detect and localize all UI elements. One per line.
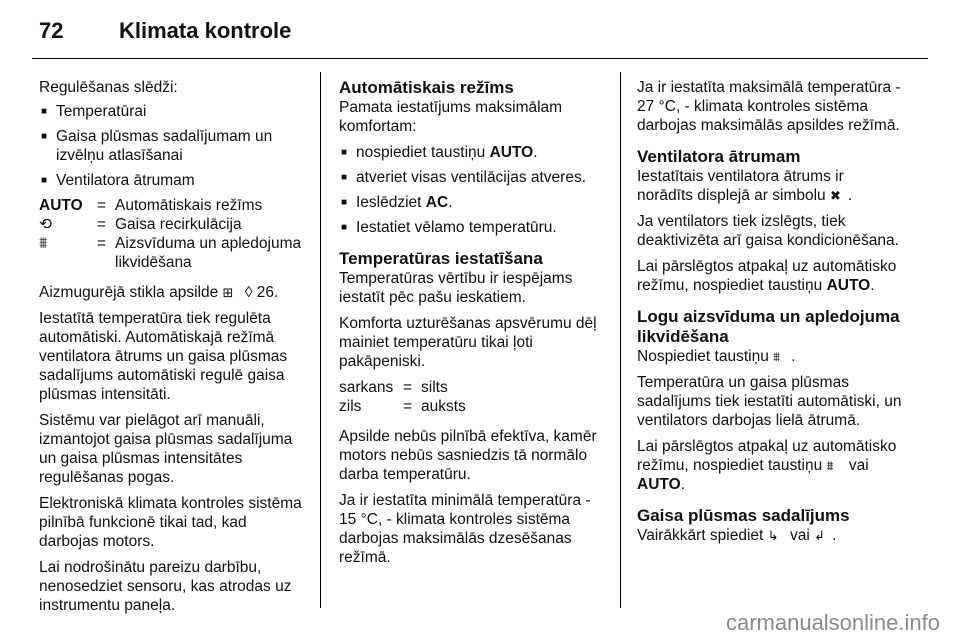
fan-icon: ✖ xyxy=(830,188,841,203)
paragraph: Komforta uzturēšanas apsvērumu dēļ mainiet temperatūru tikai ļoti pakāpeniski. xyxy=(339,315,597,370)
defrost-icon: ⩩ xyxy=(826,458,834,473)
section-heading: Automātiskais režīms xyxy=(339,78,514,97)
column-1 xyxy=(39,78,309,622)
text: Nospiediet taustiņu xyxy=(637,348,774,365)
air-distribution-icon: ↳ xyxy=(767,528,779,543)
recirculation-icon: ⟲ xyxy=(39,216,52,233)
equals-sign: = xyxy=(97,216,107,233)
page-reference: ◊ 26. xyxy=(240,284,279,301)
text: . xyxy=(791,348,796,365)
section-heading: Temperatūras iestatīšana xyxy=(339,249,543,268)
text: vai xyxy=(785,527,815,544)
definition-term: sarkans xyxy=(339,379,394,396)
definition-table xyxy=(39,196,309,272)
section-heading: Ventilatora ātrumam xyxy=(637,147,801,166)
definition-table xyxy=(339,378,609,416)
paragraph: Iestatītā temperatūra tiek regulēta automātiski. Automātiskajā režīmā ventilatora ātrums un gaisa plūsmas sadalījums automātiski regulē gaisa plūsmas intensitāti. xyxy=(39,310,288,403)
text: . xyxy=(448,194,453,211)
paragraph: Lai nodrošinātu pareizu darbību, nenosedziet sensoru, kas atrodas uz instrumentu paneļa. xyxy=(39,559,292,614)
paragraph xyxy=(637,526,902,545)
definition-text: Aizsvīduma un apledojuma likvidēšana xyxy=(115,235,302,271)
rear-window-heating-icon: ⊞ xyxy=(222,285,234,300)
air-distribution-icon: ↲ xyxy=(814,528,826,543)
text: vai xyxy=(844,457,869,474)
paragraph: Temperatūra un gaisa plūsmas sadalījums tiek iestatīti automātiski, un ventilators darbojas lielā ātrumā. xyxy=(637,374,902,429)
paragraph: Ja ir iestatīta minimālā temperatūra - 15 °C, - klimata kontroles sistēma darbojas maksimālās dzesēšanas režīmā. xyxy=(339,492,591,566)
section-heading: Gaisa plūsmas sadalījums xyxy=(637,506,850,525)
watermark: carmanualsonline.info xyxy=(725,610,940,635)
definition-row xyxy=(339,378,609,397)
paragraph: Pamata iestatījums maksimālam komfortam: xyxy=(339,99,563,135)
text: nospiediet taustiņu xyxy=(356,144,490,161)
definition-text: Automātiskais režīms xyxy=(115,197,263,214)
definition-text: Gaisa recirkulācija xyxy=(115,216,242,233)
auto-label: AUTO xyxy=(39,197,83,214)
column-divider xyxy=(620,72,621,608)
section-heading: Logu aizsvīduma un apledojuma likvidēšana xyxy=(637,307,900,346)
equals-sign: = xyxy=(97,197,107,214)
text: Lai pārslēgtos atpakaļ uz automātisko režīmu, nospiediet taustiņu xyxy=(637,258,897,294)
paragraph: Temperatūras vērtību ir iespējams iestatīt pēc pašu ieskatiem. xyxy=(339,270,573,306)
definition-text: auksts xyxy=(421,398,466,415)
defrost-icon: ⩩ xyxy=(39,235,48,252)
text: . xyxy=(832,527,837,544)
auto-label: AUTO xyxy=(637,476,681,493)
definition-term: zils xyxy=(339,398,362,415)
column-3 xyxy=(637,78,902,552)
column-2 xyxy=(339,78,609,574)
ac-label: AC xyxy=(425,194,449,211)
definition-row xyxy=(39,196,309,215)
list-item: ■ Ventilatora ātrumam xyxy=(39,171,309,190)
list-item: ■ atveriet visas ventilācijas atveres. xyxy=(339,168,609,187)
steps-list xyxy=(339,143,609,237)
text: . xyxy=(848,187,853,204)
paragraph: Ja ventilators tiek izslēgts, tiek deaktivizēta arī gaisa kondicionēšana. xyxy=(637,213,899,249)
paragraph xyxy=(39,283,309,302)
page-header xyxy=(39,18,291,48)
equals-sign: = xyxy=(97,235,107,252)
page-title: Klimata kontrole xyxy=(119,18,292,43)
definition-row xyxy=(39,215,309,234)
text: Lai pārslēgtos atpakaļ uz automātisko režīmu, nospiediet taustiņu xyxy=(637,438,897,474)
list-item: ■ Temperatūrai xyxy=(39,102,309,121)
intro-text: Regulēšanas slēdži: xyxy=(39,79,178,96)
text: Vairākkārt spiediet xyxy=(637,527,768,544)
equals-sign: = xyxy=(403,398,413,415)
definition-text: silts xyxy=(421,379,448,396)
auto-label: AUTO xyxy=(489,144,534,161)
list-item xyxy=(339,193,609,212)
paragraph: Apsilde nebūs pilnībā efektīva, kamēr motors nebūs sasniedzis tā normālo darba temperatūru. xyxy=(339,428,597,483)
column-divider xyxy=(320,72,321,608)
paragraph: Elektroniskā klimata kontroles sistēma pilnībā funkcionē tikai tad, kad darbojas motors. xyxy=(39,495,302,550)
paragraph: Sistēmu var pielāgot arī manuāli, izmantojot gaisa plūsmas sadalījuma un gaisa plūsmas intensitātes regulēšanas pogas. xyxy=(39,412,293,486)
text: . xyxy=(680,476,685,493)
paragraph xyxy=(637,167,902,205)
equals-sign: = xyxy=(403,379,413,396)
text: Iestatītais ventilatora ātrums ir norādīts displejā ar simbolu xyxy=(637,168,844,204)
text: Aizmugurējā stikla apsilde xyxy=(39,284,223,301)
list-item: ■ Iestatiet vēlamo temperatūru. xyxy=(339,218,609,237)
list-item: ■ Gaisa plūsmas sadalījumam un izvēlņu atlasīšanai xyxy=(39,127,309,165)
text: Ieslēdziet xyxy=(356,194,426,211)
paragraph xyxy=(637,347,902,366)
text: . xyxy=(870,277,875,294)
auto-label: AUTO xyxy=(826,277,871,294)
controls-list xyxy=(39,102,309,190)
paragraph xyxy=(637,257,902,295)
paragraph xyxy=(637,437,902,494)
defrost-icon: ⩩ xyxy=(773,349,781,364)
text: . xyxy=(533,144,538,161)
header-divider xyxy=(32,58,928,59)
definition-row xyxy=(339,397,609,416)
definition-row xyxy=(39,234,309,272)
paragraph: Ja ir iestatīta maksimālā temperatūra - 27 °C, - klimata kontroles sistēma darbojas maksimālās apsildes režīmā. xyxy=(637,79,901,134)
list-item xyxy=(339,143,609,162)
page-number: 72 xyxy=(39,18,64,43)
